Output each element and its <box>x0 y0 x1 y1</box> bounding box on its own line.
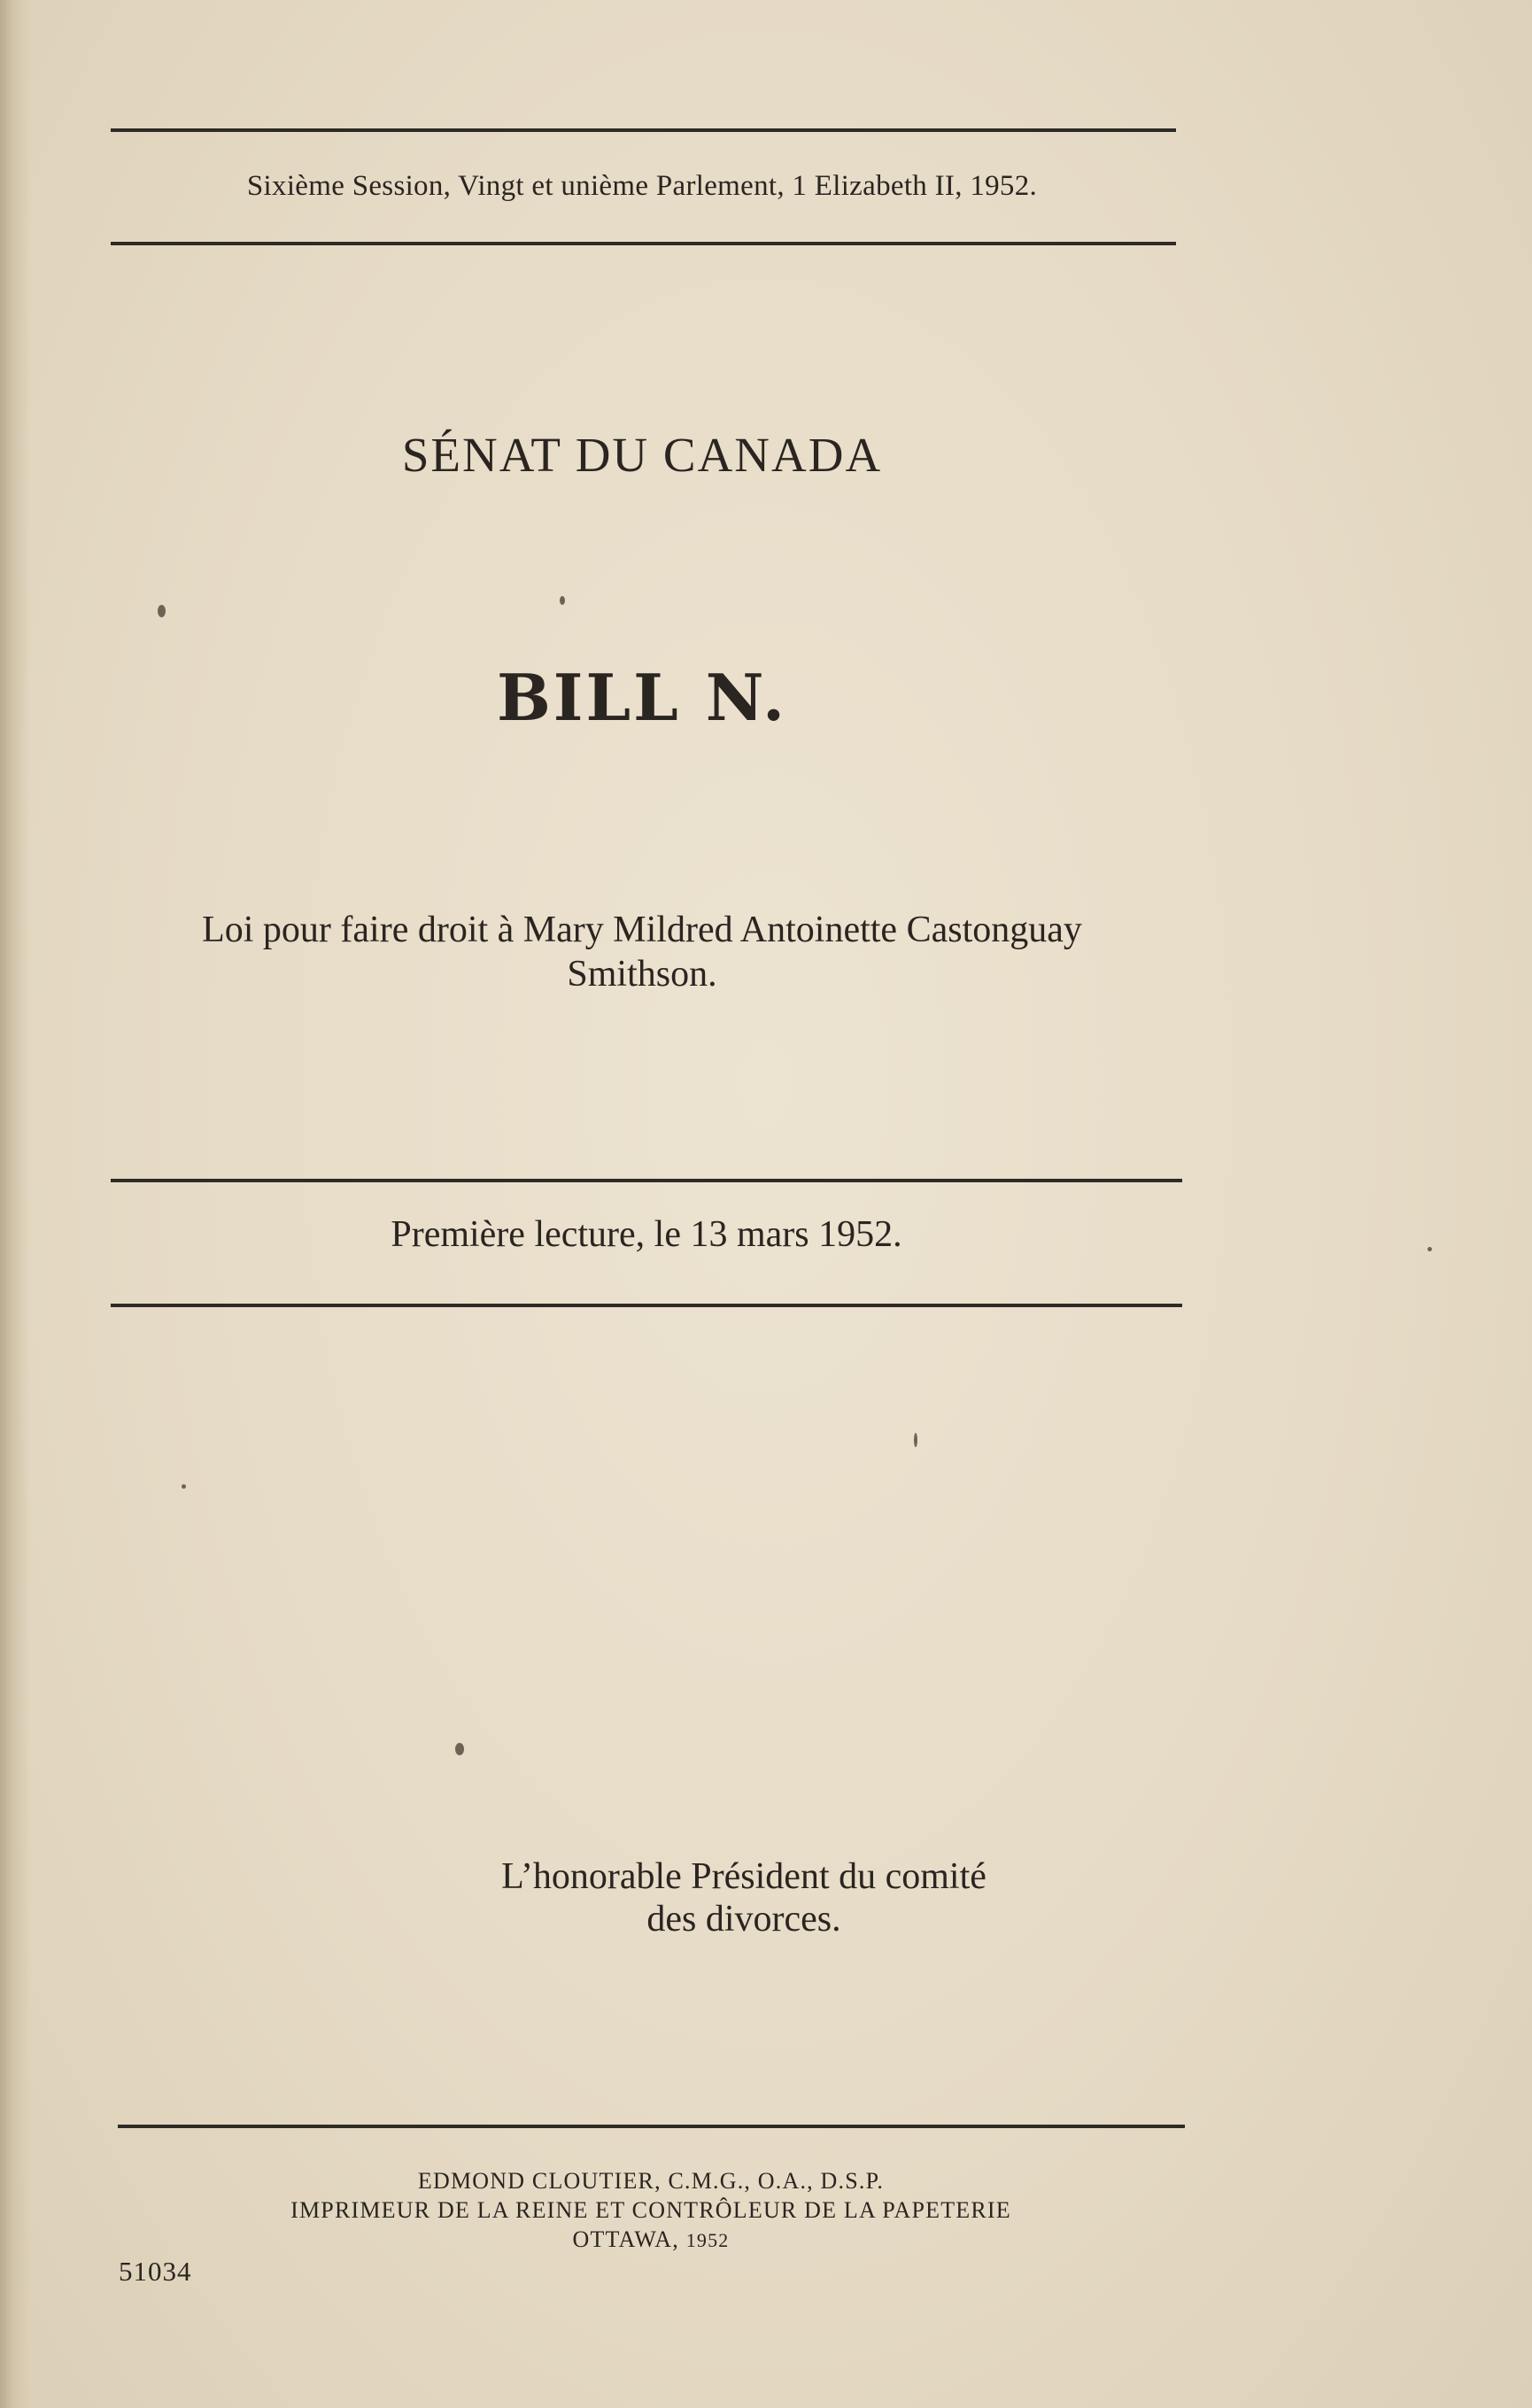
printer-line-2: IMPRIMEUR DE LA REINE ET CONTRÔLEUR DE LA PAPETERIE <box>290 2197 1011 2223</box>
sponsor-block <box>381 1855 1107 1940</box>
paper-speck <box>182 1484 186 1489</box>
session-line: Sixième Session, Vingt et unième Parlement, 1 Elizabeth II, 1952. <box>246 170 1038 202</box>
senate-heading: SÉNAT DU CANADA <box>401 428 883 482</box>
sponsor-line-1: L’honorable Président du comité <box>501 1856 987 1897</box>
document-number: 51034 <box>119 2256 192 2287</box>
paper-speck <box>455 1743 464 1755</box>
bill-title-line-1: Loi pour faire droit à Mary Mildred Antoinette Castonguay <box>202 910 1082 950</box>
paper-speck <box>158 605 166 617</box>
sponsor-line-2: des divorces. <box>646 1899 841 1940</box>
bill-title <box>89 908 1195 996</box>
printer-city: OTTAWA, <box>572 2226 679 2252</box>
printer-year: 1952 <box>685 2229 730 2251</box>
printer-block <box>111 2166 1191 2255</box>
bill-heading: BILL N. <box>496 660 788 735</box>
first-reading-line: Première lecture, le 13 mars 1952. <box>391 1214 902 1255</box>
reading-bottom-rule <box>111 1304 1182 1307</box>
paper-speck <box>1428 1247 1432 1251</box>
reading-top-rule <box>111 1179 1182 1182</box>
page-spine-shadow <box>0 0 30 2408</box>
header-top-rule <box>111 128 1176 132</box>
paper-speck <box>560 596 565 605</box>
printer-line-1: EDMOND CLOUTIER, C.M.G., O.A., D.S.P. <box>417 2168 885 2194</box>
printer-line-3 <box>111 2225 1191 2255</box>
bill-title-line-2: Smithson. <box>567 954 717 995</box>
header-bottom-rule <box>111 242 1176 245</box>
paper-speck <box>914 1433 917 1447</box>
footer-rule <box>118 2125 1185 2128</box>
